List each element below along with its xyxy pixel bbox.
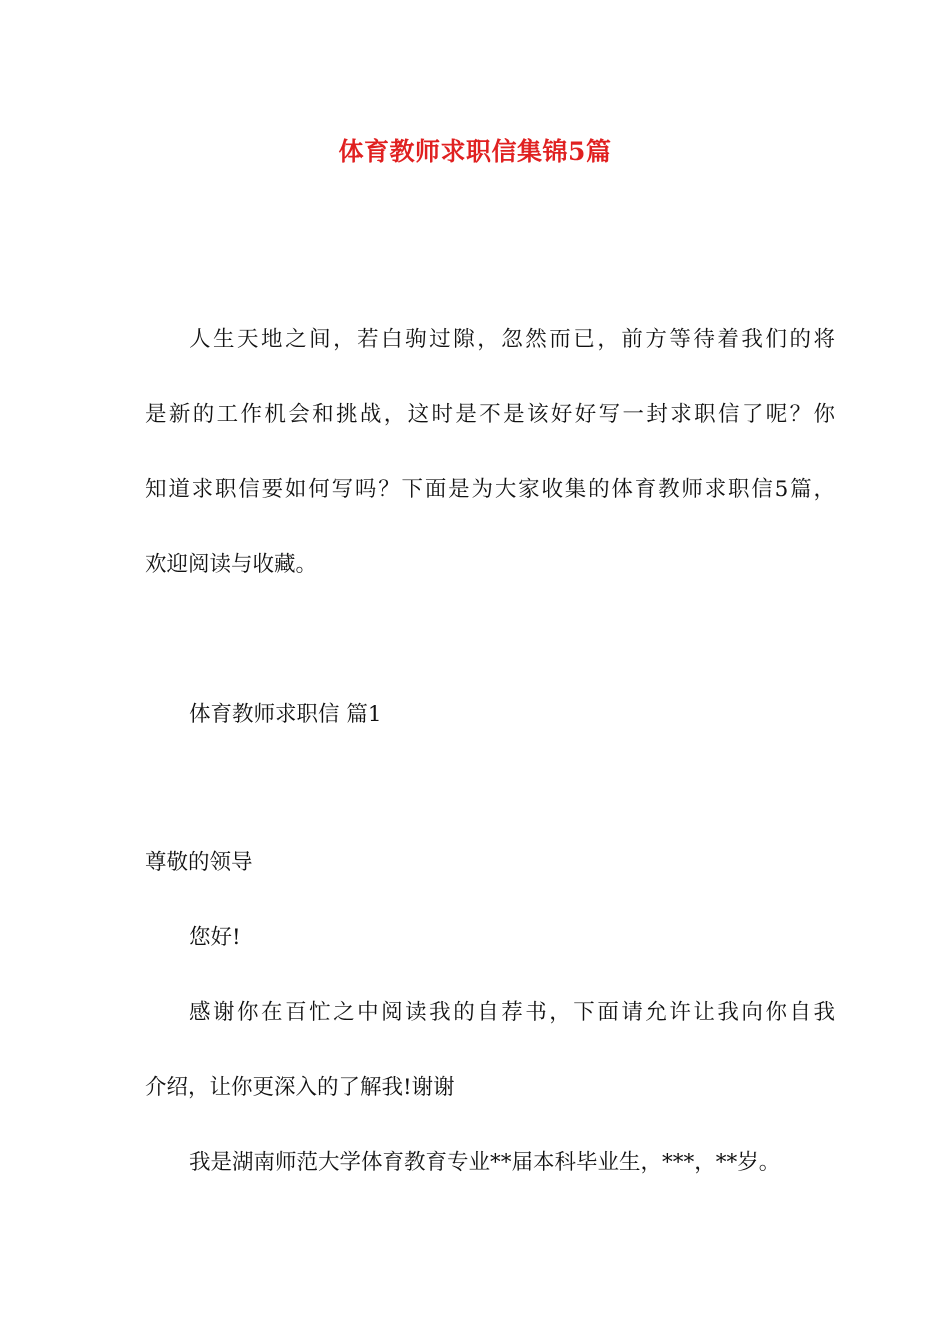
- body-line-1: 感谢你在百忙之中阅读我的自荐书，下面请允许让我向你自我: [189, 1000, 835, 1025]
- body-line-3: 我是湖南师范大学体育教育专业**届本科毕业生，***，**岁。: [189, 1150, 781, 1175]
- salutation: 尊敬的领导: [145, 850, 253, 875]
- intro-line-2: 是新的工作机会和挑战，这时是不是该好好写一封求职信了呢？你: [145, 402, 835, 427]
- intro-line-1: 人生天地之间，若白驹过隙，忽然而已，前方等待着我们的将: [189, 327, 835, 352]
- intro-line-3: 知道求职信要如何写吗？下面是为大家收集的体育教师求职信5篇，: [145, 477, 835, 502]
- greeting: 您好!: [189, 925, 241, 950]
- body-line-2: 介绍，让你更深入的了解我!谢谢: [145, 1075, 455, 1100]
- section-heading: 体育教师求职信 篇1: [189, 702, 382, 727]
- document-title: 体育教师求职信集锦5篇: [338, 137, 612, 166]
- intro-line-4: 欢迎阅读与收藏。: [145, 552, 318, 577]
